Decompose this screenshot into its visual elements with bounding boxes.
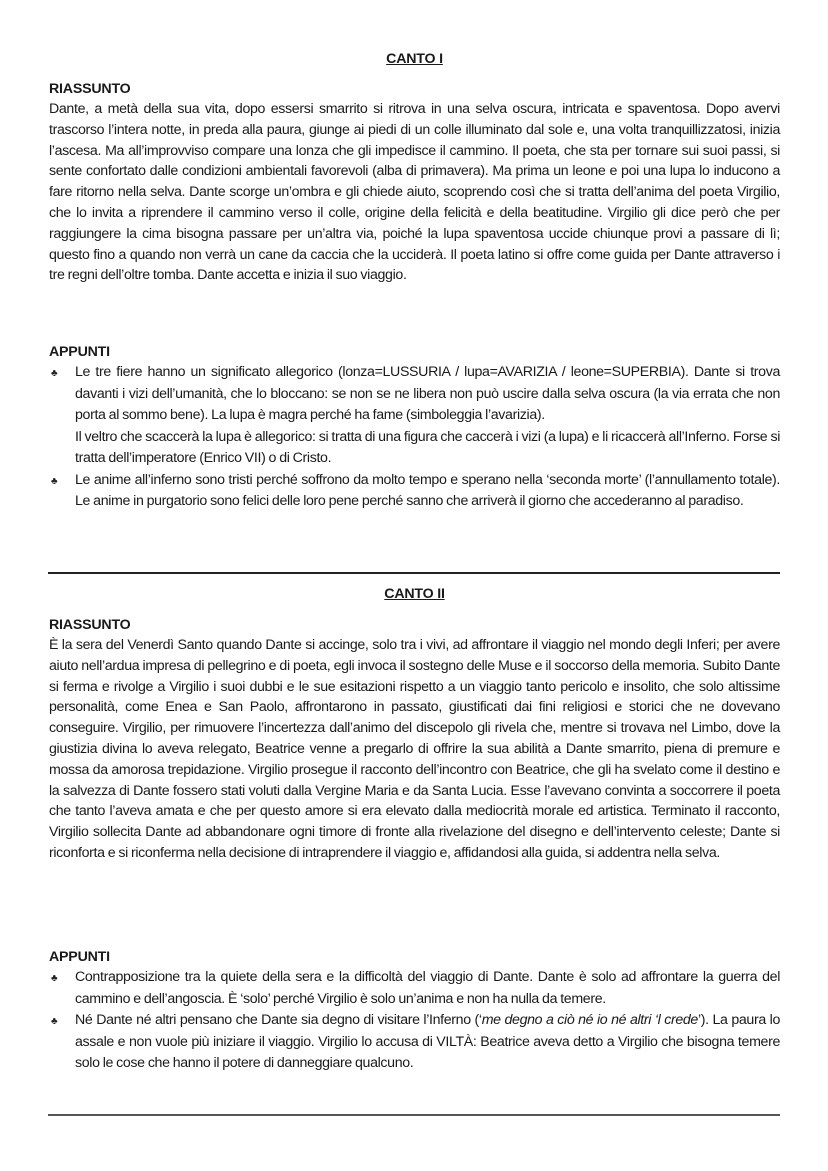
canto-1-summary-heading: RIASSUNTO bbox=[49, 81, 131, 97]
note-text-after: ’). La paura lo assale e non vuole più iniziare il viaggio. Virgilio lo accusa di VILTÀ: Beatrice aveva detto a Virgilio che bisogna temere solo le cose che hanno il potere di danneggiare qualcuno. bbox=[75, 1012, 780, 1071]
canto-1-notes-heading: APPUNTI bbox=[49, 344, 110, 360]
canto-2-title: CANTO II bbox=[384, 586, 445, 602]
note-item bbox=[49, 470, 780, 513]
note-item bbox=[49, 1010, 780, 1075]
canto-2-notes-list bbox=[49, 967, 780, 1075]
club-bullet-icon: ♣ bbox=[51, 1016, 58, 1027]
canto-1-title: CANTO I bbox=[386, 51, 443, 67]
canto-2-notes-section bbox=[49, 947, 780, 1075]
note-item bbox=[49, 967, 780, 1010]
canto-1-notes-list bbox=[49, 362, 780, 513]
section-divider bbox=[48, 1114, 780, 1116]
dante-quote: me degno a ciò né io né altri ‘l crede bbox=[481, 1012, 698, 1028]
note-text-before: Né Dante né altri pensano che Dante sia degno di visitare l’Inferno (‘ bbox=[75, 1012, 482, 1028]
canto-2-summary-heading: RIASSUNTO bbox=[49, 617, 131, 633]
note-text: Le tre fiere hanno un significato allegorico (lonza=LUSSURIA / lupa=AVARIZIA / leone=SUPERBIA). Dante si trova davanti i vizi dell’umanità, che lo bloccano: se non se ne libera non può uscire dalla selva oscura (la via errata che non porta al sommo bene). La lupa è magra perché ha fame (simboleggia l’avarizia). bbox=[75, 364, 780, 423]
note-text: Contrapposizione tra la quiete della sera e la difficoltà del viaggio di Dante. Dante è solo ad affrontare la guerra del cammino e dell’angoscia. È ‘solo’ perché Virgilio è solo un’anima e non ha nulla da temere. bbox=[75, 969, 780, 1007]
canto-1-notes-section bbox=[49, 342, 780, 513]
section-divider bbox=[48, 572, 780, 574]
club-bullet-icon: ♣ bbox=[51, 368, 58, 379]
club-bullet-icon: ♣ bbox=[51, 475, 58, 487]
canto-2-notes-heading: APPUNTI bbox=[49, 949, 110, 965]
note-item bbox=[49, 362, 780, 470]
canto-1-summary: Dante, a metà della sua vita, dopo essersi smarrito si ritrova in una selva oscura, intricata e spaventosa. Dopo avervi trascorso l’intera notte, in preda alla paura, giunge ai piedi di un colle illuminato dal sole e, una volta tranquillizzatosi, inizia l’ascesa. Ma all’improvviso compare una lonza che gli impedisce il cammino. Il poeta, che sta per tornare sui suoi passi, si sente confortato dalle condizioni ambientali favorevoli (alba di primavera). Ma prima un leone e poi una lupa lo inducono a fare ritorno nella selva. Dante scorge un’ombra e gli chiede aiuto, scoprendo così che si tratta dell’anima del poeta Virgilio, che lo invita a riprendere il cammino verso il colle, origine della felicità e della beatitudine. Virgilio gli dice però che per raggiungere la cima bisogna passare per un’altra via, poiché la lupa spaventosa uccide chiunque provi a passare di lì; questo fino a quando non verrà un cane da caccia che la ucciderà. Il poeta latino si offre come guida per Dante attraverso i tre regni dell’oltre tomba. Dante accetta e inizia il suo viaggio. bbox=[49, 101, 780, 284]
note-continuation: Il veltro che scaccerà la lupa è allegorico: si tratta di una figura che caccerà i vizi (a lupa) e li ricaccerà all’Inferno. Forse si tratta dell’imperatore (Enrico VII) o di Cristo. bbox=[75, 428, 780, 466]
canto-2-section bbox=[49, 586, 780, 864]
canto-1-section bbox=[49, 51, 780, 286]
club-bullet-icon: ♣ bbox=[51, 973, 58, 984]
note-text: Le anime all’inferno sono tristi perché soffrono da molto tempo e sperano nella ‘seconda morte’ (l’annullamento totale). Le anime in purgatorio sono felici delle loro pene perché sanno che arriverà il giorno che accederanno al paradiso. bbox=[75, 471, 780, 509]
canto-2-summary: È la sera del Venerdì Santo quando Dante si accinge, solo tra i vivi, ad affrontare il viaggio nel mondo degli Inferi; per avere aiuto nell’ardua impresa di pellegrino e di poeta, egli invoca il sostegno delle Muse e il soccorso della memoria. Subito Dante si ferma e rivolge a Virgilio i suoi dubbi e le sue esitazioni rispetto a un viaggio tanto pericolo e insolito, che solo altissime personalità, come Enea e San Paolo, affrontarono in passato, giustificati dai fini religiosi e storici che ne dovevano conseguire. Virgilio, per rimuovere l’incertezza dall’animo del discepolo gli rivela che, mentre si trovava nel Limbo, dove la giustizia divina lo aveva relegato, Beatrice venne a pregarlo di offrire la sua abilità a Dante smarrito, piena di premure e mossa da amorosa trepidazione. Virgilio prosegue il racconto dell’incontro con Beatrice, che gli ha svelato come il destino e la salvezza di Dante fossero stati voluti dalla Vergine Maria e da Santa Lucia. Esse l’avevano convinta a soccorrere il poeta che tanto l’aveva amata e che per questo amore si era elevato dalla mediocrità morale ed artistica. Terminato il racconto, Virgilio sollecita Dante ad abbandonare ogni timore di fronte alla rivelazione del disegno e dell’intervento celeste; Dante si riconforta e si riconferma nella decisione di intraprendere il viaggio e, affidandosi alla guida, si addentra nella selva. bbox=[49, 637, 780, 861]
